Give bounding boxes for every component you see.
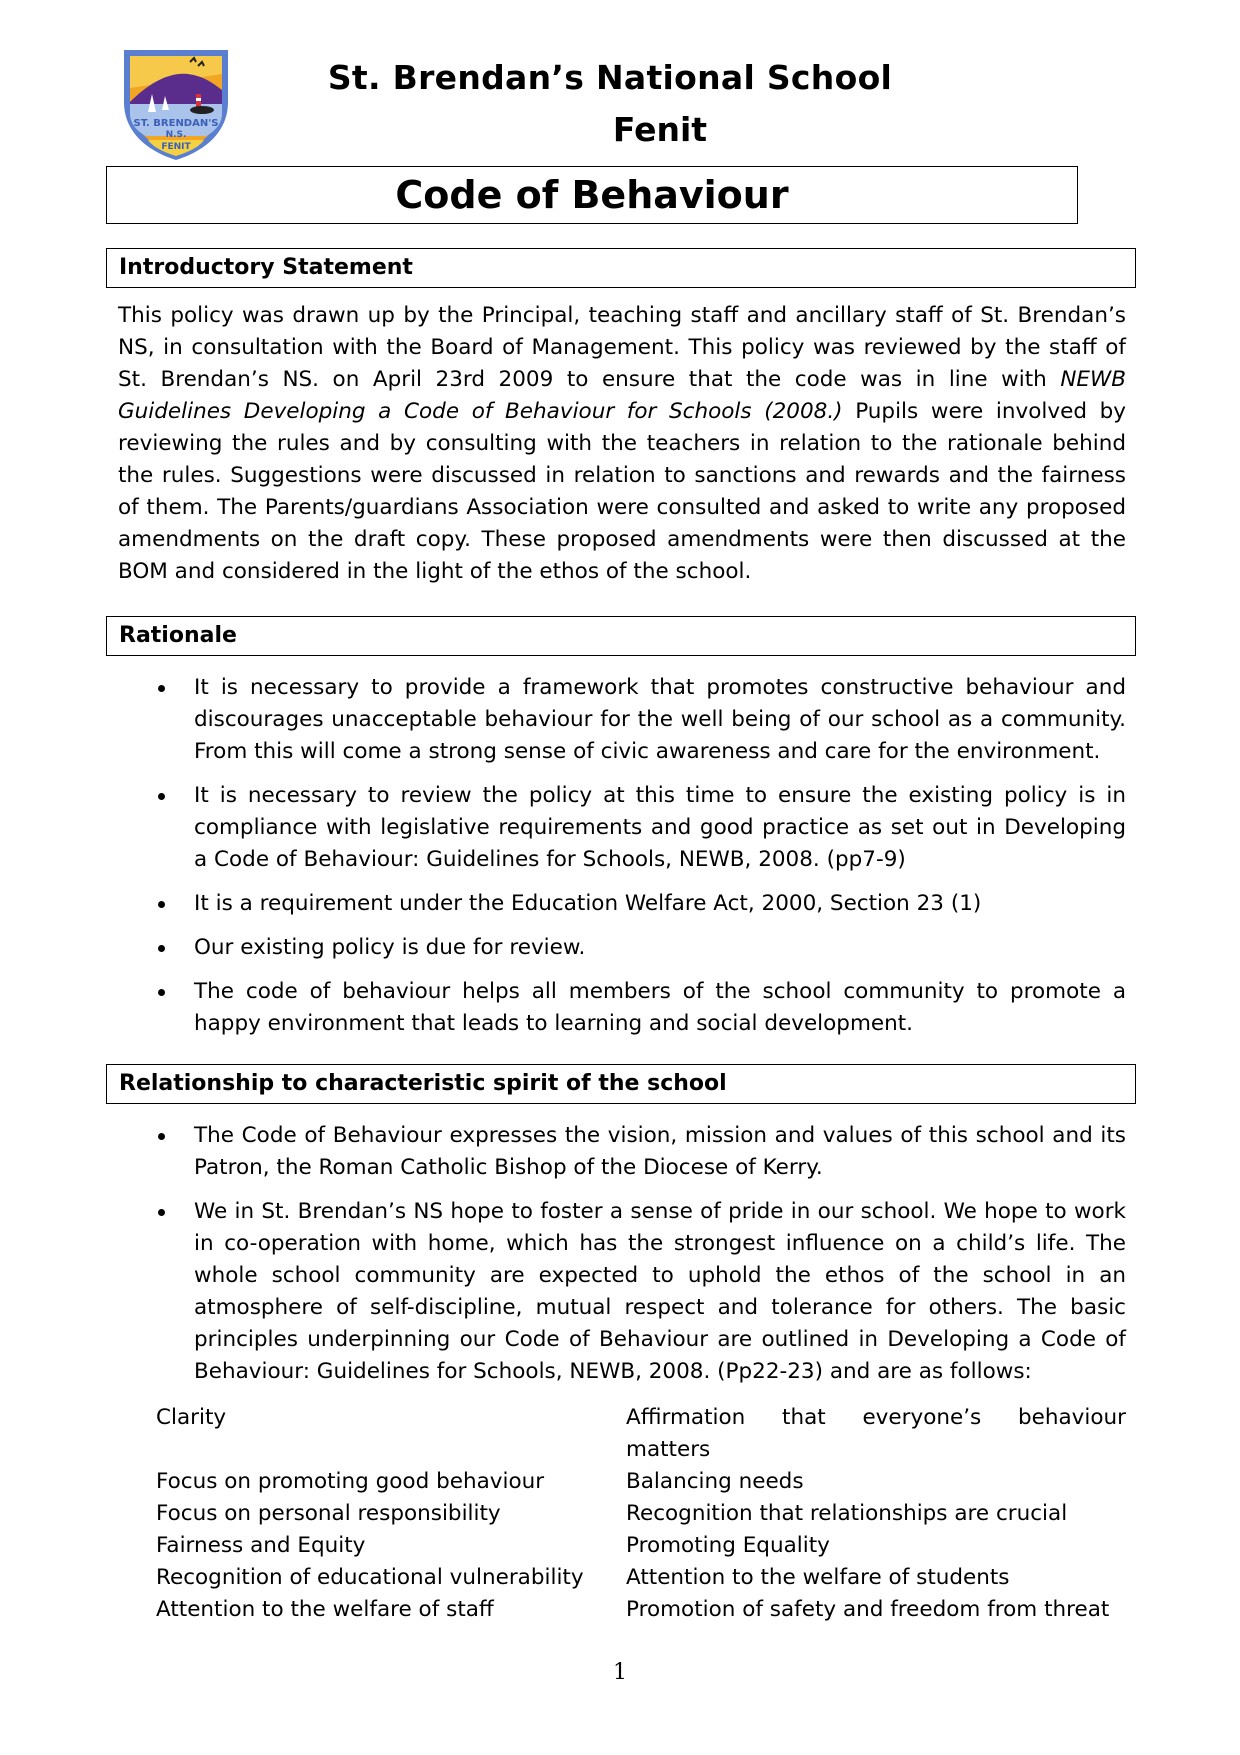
list-item-text: It is a requirement under the Education Welfare Act, 2000, Section 23 (1) (194, 891, 982, 916)
list-item-text: The code of behaviour helps all members of the school community to promote a happy environment that leads to learning and social development. (194, 979, 1126, 1036)
list-item (106, 932, 1126, 964)
list-item-text: We in St. Brendan’s NS hope to foster a sense of pride in our school. We hope to work in co-operation with home, which has the strongest influence on a child’s life. The whole school community are expected to uphold the ethos of the school in an atmosphere of self-discipline, mutual respect and tolerance for others. The basic principles underpinning our Code of Behaviour are outlined in Developing a Code of Behaviour: Guidelines for Schools, NEWB, 2008. (Pp22-23) and are as follows: (194, 1199, 1126, 1384)
principles-row (156, 1562, 1126, 1594)
intro-text-part-2: Pupils were involved by reviewing the rules and by consulting with the teachers in relation to the rationale behind the rules. Suggestions were discussed in relation to sanctions and rewards and the fairness of them. The Parents/guardians Association were consulted and asked to write any proposed amendments on the draft copy. These proposed amendments were then discussed at the BOM and considered in the light of the ethos of the school. (118, 399, 1126, 584)
principle-left: Clarity (156, 1405, 227, 1430)
principle-left: Attention to the welfare of staff (156, 1597, 494, 1622)
list-item (106, 888, 1126, 920)
bullet-icon (158, 989, 165, 996)
principle-right: Attention to the welfare of students (626, 1565, 1010, 1590)
principles-row (156, 1594, 1126, 1626)
school-crest-icon (118, 44, 234, 162)
section-heading-introductory-statement: Introductory Statement (106, 248, 1136, 288)
list-item (106, 976, 1126, 1040)
school-town: Fenit (612, 110, 708, 149)
principle-right: Promoting Equality (626, 1533, 830, 1558)
section-heading-rationale: Rationale (106, 616, 1136, 656)
principles-row (156, 1530, 1126, 1562)
page-number: 1 (613, 1660, 627, 1685)
principle-right: Balancing needs (626, 1469, 804, 1494)
svg-text:ST. BRENDAN'S: ST. BRENDAN'S (133, 118, 219, 129)
list-item (106, 672, 1126, 768)
document-title: Code of Behaviour (395, 173, 789, 217)
principles-row (156, 1466, 1126, 1498)
relationship-list (106, 1120, 1126, 1400)
section-heading-relationship: Relationship to characteristic spirit of the school (106, 1064, 1136, 1104)
list-item-text: It is necessary to provide a framework that promotes constructive behaviour and discourages unacceptable behaviour for the well being of our school as a community. From this will come a strong sense of civic awareness and care for the environment. (194, 675, 1126, 764)
principle-left: Fairness and Equity (156, 1533, 366, 1558)
intro-text-part-1: This policy was drawn up by the Principal, teaching staff and ancillary staff of St. Brendan’s NS, in consultation with the Board of Management. This policy was reviewed by the staff of St. Brendan’s NS. on April 23rd 2009 to ensure that the code was in line with (118, 303, 1126, 392)
bullet-icon (158, 793, 165, 800)
school-name: St. Brendan’s National School (327, 58, 893, 97)
svg-text:N.S.: N.S. (165, 130, 187, 140)
list-item (106, 780, 1126, 876)
bullet-icon (158, 945, 165, 952)
svg-text:FENIT: FENIT (161, 142, 191, 152)
principle-right: Promotion of safety and freedom from threat (626, 1597, 1110, 1622)
principles-table (156, 1402, 1126, 1626)
list-item (106, 1196, 1126, 1388)
list-item-text: It is necessary to review the policy at this time to ensure the existing policy is in compliance with legislative requirements and good practice as set out in Developing a Code of Behaviour: Guidelines for Schools, NEWB, 2008. (pp7-9) (194, 783, 1126, 872)
principle-left: Focus on promoting good behaviour (156, 1469, 545, 1494)
list-item-text: The Code of Behaviour expresses the vision, mission and values of this school and its Patron, the Roman Catholic Bishop of the Diocese of Kerry. (194, 1123, 1126, 1180)
principle-right: Recognition that relationships are crucial (626, 1501, 1068, 1526)
principles-row (156, 1402, 1126, 1466)
document-title-box (106, 166, 1078, 224)
rationale-list (106, 672, 1126, 1052)
list-item (106, 1120, 1126, 1184)
principles-row (156, 1498, 1126, 1530)
list-item-text: Our existing policy is due for review. (194, 935, 586, 960)
bullet-icon (158, 1133, 165, 1140)
bullet-icon (158, 1209, 165, 1216)
bullet-icon (158, 685, 165, 692)
principle-left: Recognition of educational vulnerability (156, 1565, 584, 1590)
intro-guidelines-reference: NEWB Guidelines Developing a Code of Behaviour for Schools (2008.) (118, 367, 1126, 424)
principle-right: Affirmation that everyone’s behaviour matters (626, 1405, 1126, 1462)
introductory-paragraph (118, 300, 1126, 588)
bullet-icon (158, 901, 165, 908)
principle-left: Focus on personal responsibility (156, 1501, 501, 1526)
